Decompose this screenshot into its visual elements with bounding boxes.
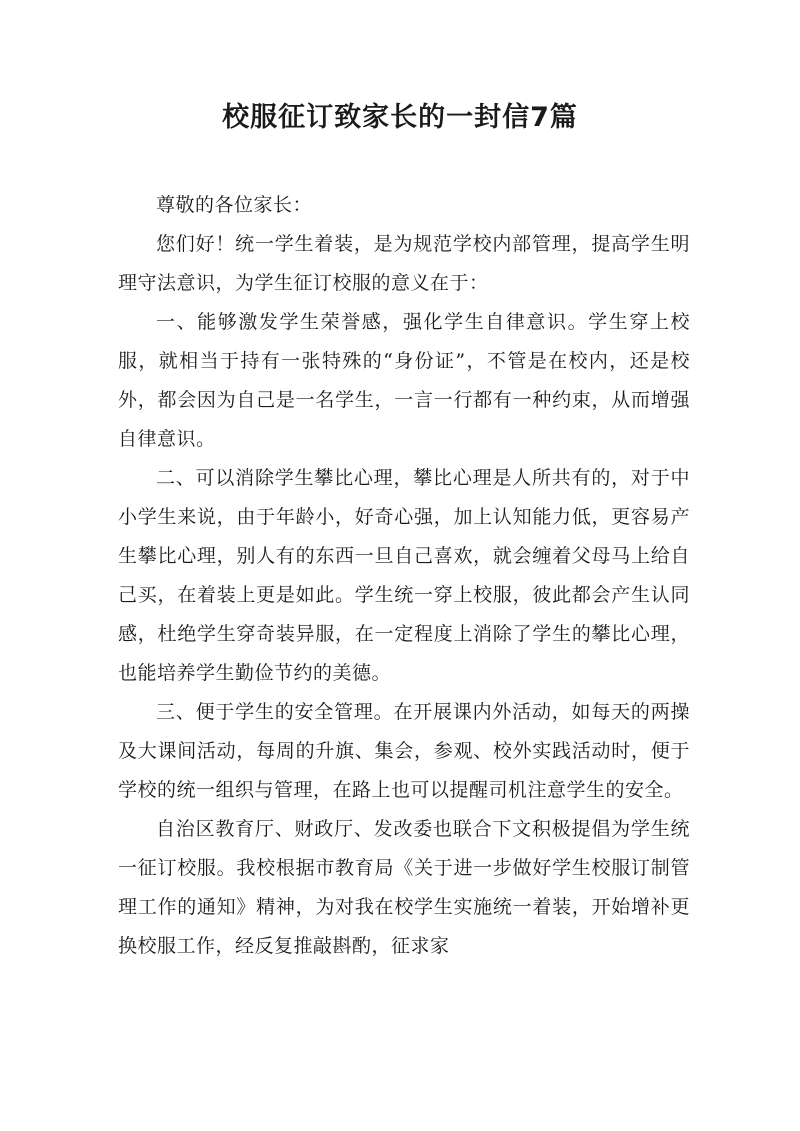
point-two-paragraph: 二、可以消除学生攀比心理，攀比心理是人所共有的，对于中小学生来说，由于年龄小，好奇心强，加上认知能力低，更容易产生攀比心理，别人有的东西一旦自己喜欢，就会缠着父母马上给自己买，在着装上更是如此。学生统一穿上校服，彼此都会产生认同感，杜绝学生穿奇装异服，在一定程度上消除了学生的攀比心理，也能培养学生勤俭节约的美德。 xyxy=(118,467,690,684)
greeting-paragraph: 您们好！统一学生着装，是为规范学校内部管理，提高学生明理守法意识，为学生征订校服的意义在于： xyxy=(118,233,690,294)
policy-paragraph: 自治区教育厅、财政厅、发改委也联合下文积极提倡为学生统一征订校服。我校根据市教育局《关于进一步做好学生校服订制管理工作的通知》精神，为对我在校学生实施统一着装，开始增补更换校服工作，经反复推敲斟酌，征求家 xyxy=(118,818,690,957)
document-body xyxy=(118,186,690,966)
point-three-paragraph: 三、便于学生的安全管理。在开展课内外活动，如每天的两操及大课间活动，每周的升旗、集会，参观、校外实践活动时，便于学校的统一组织与管理，在路上也可以提醒司机注意学生的安全。 xyxy=(118,701,690,801)
document-title: 校服征订致家长的一封信7篇 xyxy=(222,102,578,133)
point-one-paragraph: 一、能够激发学生荣誉感，强化学生自律意识。学生穿上校服，就相当于持有一张特殊的“身份证”，不管是在校内，还是校外，都会因为自己是一名学生，一言一行都有一种约束，从而增强自律意识。 xyxy=(118,311,690,450)
salutation: 尊敬的各位家长： xyxy=(156,194,313,216)
